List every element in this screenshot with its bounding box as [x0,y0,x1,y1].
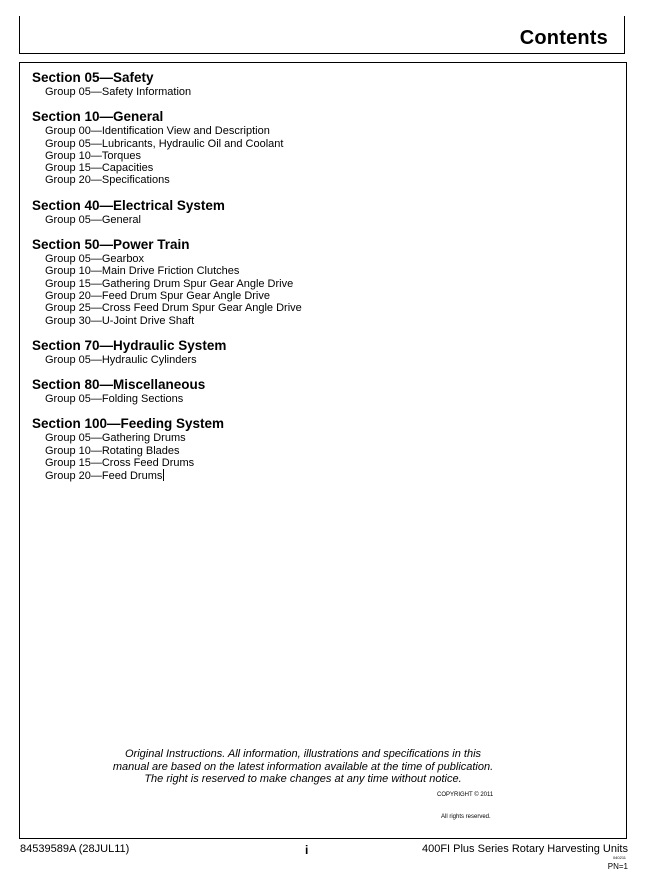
group-item[interactable]: Group 15—Cross Feed Drums [45,457,195,470]
notice-line: manual are based on the latest information available at the time of publication. [112,760,494,773]
rights-notice: All rights reserved. [441,814,491,820]
group-item[interactable]: Group 10—Rotating Blades [45,444,180,457]
group-item[interactable]: Group 05—Lubricants, Hydraulic Oil and Coolant [45,137,284,150]
group-item-label: Group 20—Feed Drums [45,470,163,483]
section-70-hydraulic-system [32,338,592,366]
table-of-contents [32,70,592,494]
section-100-feeding-system [32,416,592,482]
notice-line: Original Instructions. All information, illustrations and specifications in this [124,748,482,760]
product-title: 400FI Plus Series Rotary Harvesting Units [421,843,628,855]
group-item[interactable]: Group 15—Capacities [45,162,154,175]
section-05-safety [32,70,592,98]
group-item[interactable]: Group 20—Specifications [45,174,170,187]
group-item[interactable]: Group 05—Hydraulic Cylinders [45,353,197,366]
section-title[interactable]: Section 80—Miscellaneous [32,377,206,393]
group-item[interactable]: Group 00—Identification View and Description [45,125,270,138]
section-50-power-train [32,237,592,327]
copyright-notice: COPYRIGHT © 2011 [437,792,494,798]
page-pn: PN=1 [607,862,628,871]
section-title[interactable]: Section 100—Feeding System [32,416,225,432]
section-title[interactable]: Section 70—Hydraulic System [32,337,227,353]
footer-code: 040211 [612,855,626,860]
section-title[interactable]: Section 10—General [32,109,164,125]
group-item[interactable]: Group 25—Cross Feed Drum Spur Gear Angle Drive [45,302,302,315]
group-item[interactable]: Group 10—Main Drive Friction Clutches [45,265,240,278]
text-cursor [163,469,164,481]
group-item[interactable]: Group 05—Gathering Drums [45,432,186,445]
group-item[interactable]: Group 05—Folding Sections [45,393,184,406]
group-item[interactable]: Group 05—Gearbox [45,253,145,266]
section-title[interactable]: Section 40—Electrical System [32,197,225,213]
section-80-miscellaneous [32,377,592,405]
document-code: 84539589A (28JUL11) [20,843,130,855]
section-10-general [32,109,592,186]
page-title: Contents [519,27,608,49]
group-item[interactable]: Group 15—Gathering Drum Spur Gear Angle Drive [45,277,294,290]
group-item[interactable]: Group 30—U-Joint Drive Shaft [45,314,195,327]
group-item[interactable]: Group 20—Feed Drum Spur Gear Angle Drive [45,289,270,302]
section-title[interactable]: Section 50—Power Train [32,237,190,253]
notice-line: The right is reserved to make changes at any time without notice. [144,773,462,785]
group-item[interactable] [32,469,592,482]
group-item[interactable]: Group 10—Torques [45,149,141,162]
publication-notice [20,748,586,786]
page-number: i [305,843,309,857]
section-title[interactable]: Section 05—Safety [32,70,154,85]
section-40-electrical-system [32,198,592,226]
group-item[interactable]: Group 05—General [45,213,141,226]
group-item[interactable]: Group 05—Safety Information [45,86,192,98]
